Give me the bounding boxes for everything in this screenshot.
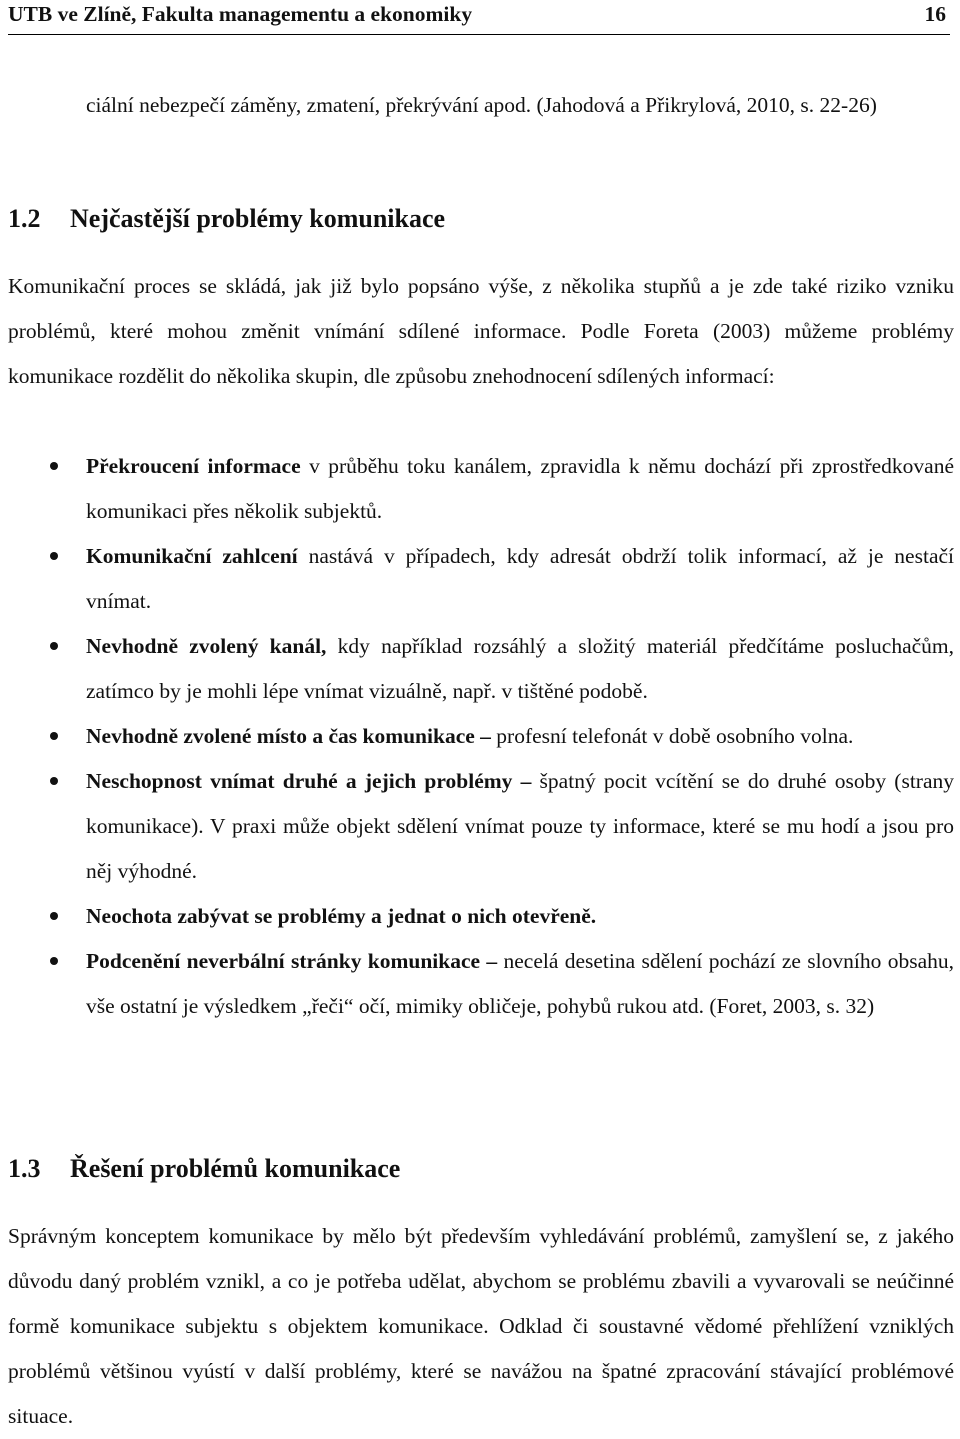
continuation-text: ciální nebezpečí záměny, zmatení, překrývání apod. (Jahodová a Přikrylová, 2010, s. 22-26) (86, 93, 877, 117)
list-item (0, 624, 954, 714)
list-item-term: Neochota zabývat se problémy a jednat o nich otevřeně. (86, 904, 597, 928)
section-heading-1-2 (8, 204, 445, 234)
list-item (0, 714, 954, 759)
section-intro-paragraph: Komunikační proces se skládá, jak již bylo popsáno výše, z několika stupňů a je zde také riziko vzniku problémů, které mohou změnit vnímání sdílené informace. Podle Foreta (2003) můžeme problémy komunikace rozdělit do několika skupin, dle způsobu znehodnocení sdílených informací: (8, 274, 954, 388)
list-item (0, 894, 954, 939)
list-item-term: Neschopnost vnímat druhé a jejich problémy – (86, 769, 532, 793)
list-item (0, 939, 954, 1029)
list-item-text: v průběhu toku kanálem, zpravidla k němu dochází při zprostředkované komunikaci přes několik subjektů. (86, 454, 954, 523)
list-item-term: Komunikační zahlcení (86, 544, 298, 568)
list-item-text: profesní telefonát v době osobního volna. (490, 724, 854, 748)
section-body-paragraph: Správným konceptem komunikace by mělo být především vyhledávání problémů, zamyšlení se, z jakého důvodu daný problém vznikl, a co je potřeba udělat, abychom se problému zbavili a vyvarovali se neúčinné formě komunikace subjektu s objektem komunikace. Odklad či soustavné vědomé přehlížení vzniklých problémů většinou vyústí v další problémy, které se navážou na špatné zpracování stávající problémové situace. (8, 1224, 954, 1428)
list-item (0, 759, 954, 894)
list-item (0, 444, 954, 534)
bullet-icon (50, 777, 58, 785)
list-item-term: Podcenění neverbální stránky komunikace – (86, 949, 498, 973)
bullet-icon (50, 642, 58, 650)
problem-list (0, 444, 954, 1029)
list-item-term: Nevhodně zvolený kanál, (86, 634, 327, 658)
list-item-text: nastává v případech, kdy adresát obdrží tolik informací, až je nestačí vnímat. (86, 544, 954, 613)
bullet-icon (50, 552, 58, 560)
list-item-term: Nevhodně zvolené místo a čas komunikace – (86, 724, 491, 748)
list-item-text: necelá desetina sdělení pochází ze slovního obsahu, vše ostatní je výsledkem „řeči“ očí, mimiky obličeje, pohybů rukou atd. (Foret, 2003, s. 32) (86, 949, 954, 1018)
section-number: 1.3 (8, 1154, 41, 1183)
section-title: Nejčastější problémy komunikace (70, 204, 446, 233)
list-item-text: kdy například rozsáhlý a složitý materiál předčítáme posluchačům, zatímco by je mohli lépe vnímat vizuálně, např. v tištěné podobě. (86, 634, 954, 703)
section-title: Řešení problémů komunikace (70, 1154, 401, 1183)
list-item (0, 534, 954, 624)
section-heading-1-3 (8, 1154, 400, 1184)
header-title: UTB ve Zlíně, Fakulta managementu a ekonomiky (8, 2, 473, 26)
bullet-icon (50, 462, 58, 470)
bullet-icon (50, 957, 58, 965)
page-header (8, 0, 950, 35)
section-number: 1.2 (8, 204, 41, 233)
bullet-icon (50, 732, 58, 740)
list-item-term: Překroucení informace (86, 454, 301, 478)
list-item-text: špatný pocit vcítění se do druhé osoby (strany komunikace). V praxi může objekt sdělení vnímat pouze ty informace, které se mu hodí a jsou pro něj výhodné. (86, 769, 954, 883)
page-number: 16 (924, 2, 946, 26)
bullet-icon (50, 912, 58, 920)
